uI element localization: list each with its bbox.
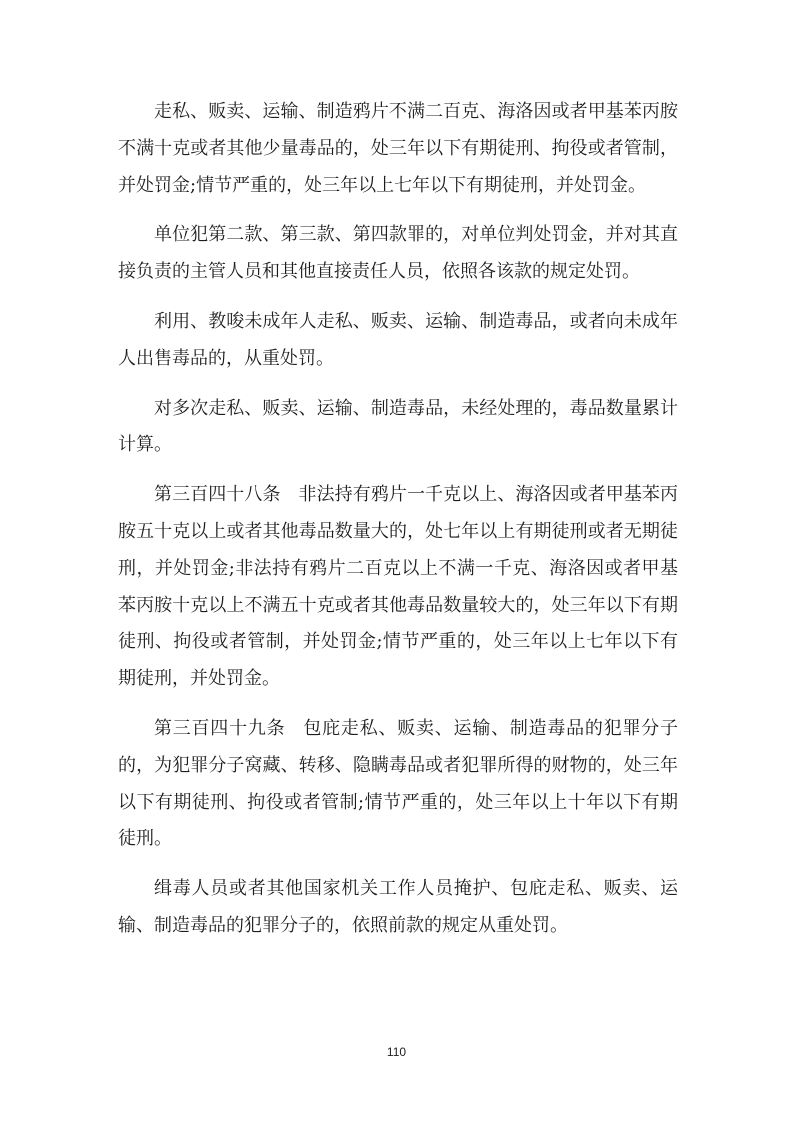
paragraph-text: 利用、教唆未成年人走私、贩卖、运输、制造毒品，或者向未成年人出售毒品的，从重处罚。: [118, 310, 678, 369]
article-number: 第三百四十九条: [154, 717, 286, 739]
document-body: [118, 94, 678, 958]
paragraph-text: 走私、贩卖、运输、制造鸦片不满二百克、海洛因或者甲基苯丙胺不满十克或者其他少量毒品的，处三年以下有期徒刑、拘役或者管制，并处罚金;情节严重的，处三年以上七年以下有期徒刑，并处罚金。: [118, 101, 678, 196]
paragraph-text: 非法持有鸦片一千克以上、海洛因或者甲基苯丙胺五十克以上或者其他毒品数量大的，处七年以上有期徒刑或者无期徒刑，并处罚金;非法持有鸦片二百克以上不满一千克、海洛因或者甲基苯丙胺十克以上不满五十克或者其他毒品数量较大的，处三年以下有期徒刑、拘役或者管制，并处罚金;情节严重的，处三年以上七年以下有期徒刑，并处罚金。: [118, 484, 679, 690]
paragraph-3: [118, 304, 678, 378]
paragraph-text: 单位犯第二款、第三款、第四款罪的，对单位判处罚金，并对其直接负责的主管人员和其他直接责任人员，依照各该款的规定处罚。: [118, 224, 678, 283]
paragraph-text: 对多次走私、贩卖、运输、制造毒品，未经处理的，毒品数量累计计算。: [118, 397, 678, 456]
paragraph-text: 包庇走私、贩卖、运输、制造毒品的犯罪分子的，为犯罪分子窝藏、转移、隐瞒毒品或者犯罪所得的财物的，处三年以下有期徒刑、拘役或者管制;情节严重的，处三年以上十年以下有期徒刑。: [118, 717, 679, 850]
paragraph-4: [118, 391, 678, 465]
paragraph-2: [118, 217, 678, 291]
article-348: [118, 477, 678, 698]
paragraph-text: 缉毒人员或者其他国家机关工作人员掩护、包庇走私、贩卖、运输、制造毒品的犯罪分子的，依照前款的规定从重处罚。: [118, 878, 678, 936]
article-349: [118, 711, 678, 858]
paragraph-1: [118, 94, 678, 204]
page-number: 110: [386, 1045, 407, 1059]
article-number: 第三百四十八条: [154, 484, 281, 506]
paragraph-7: [118, 871, 678, 945]
